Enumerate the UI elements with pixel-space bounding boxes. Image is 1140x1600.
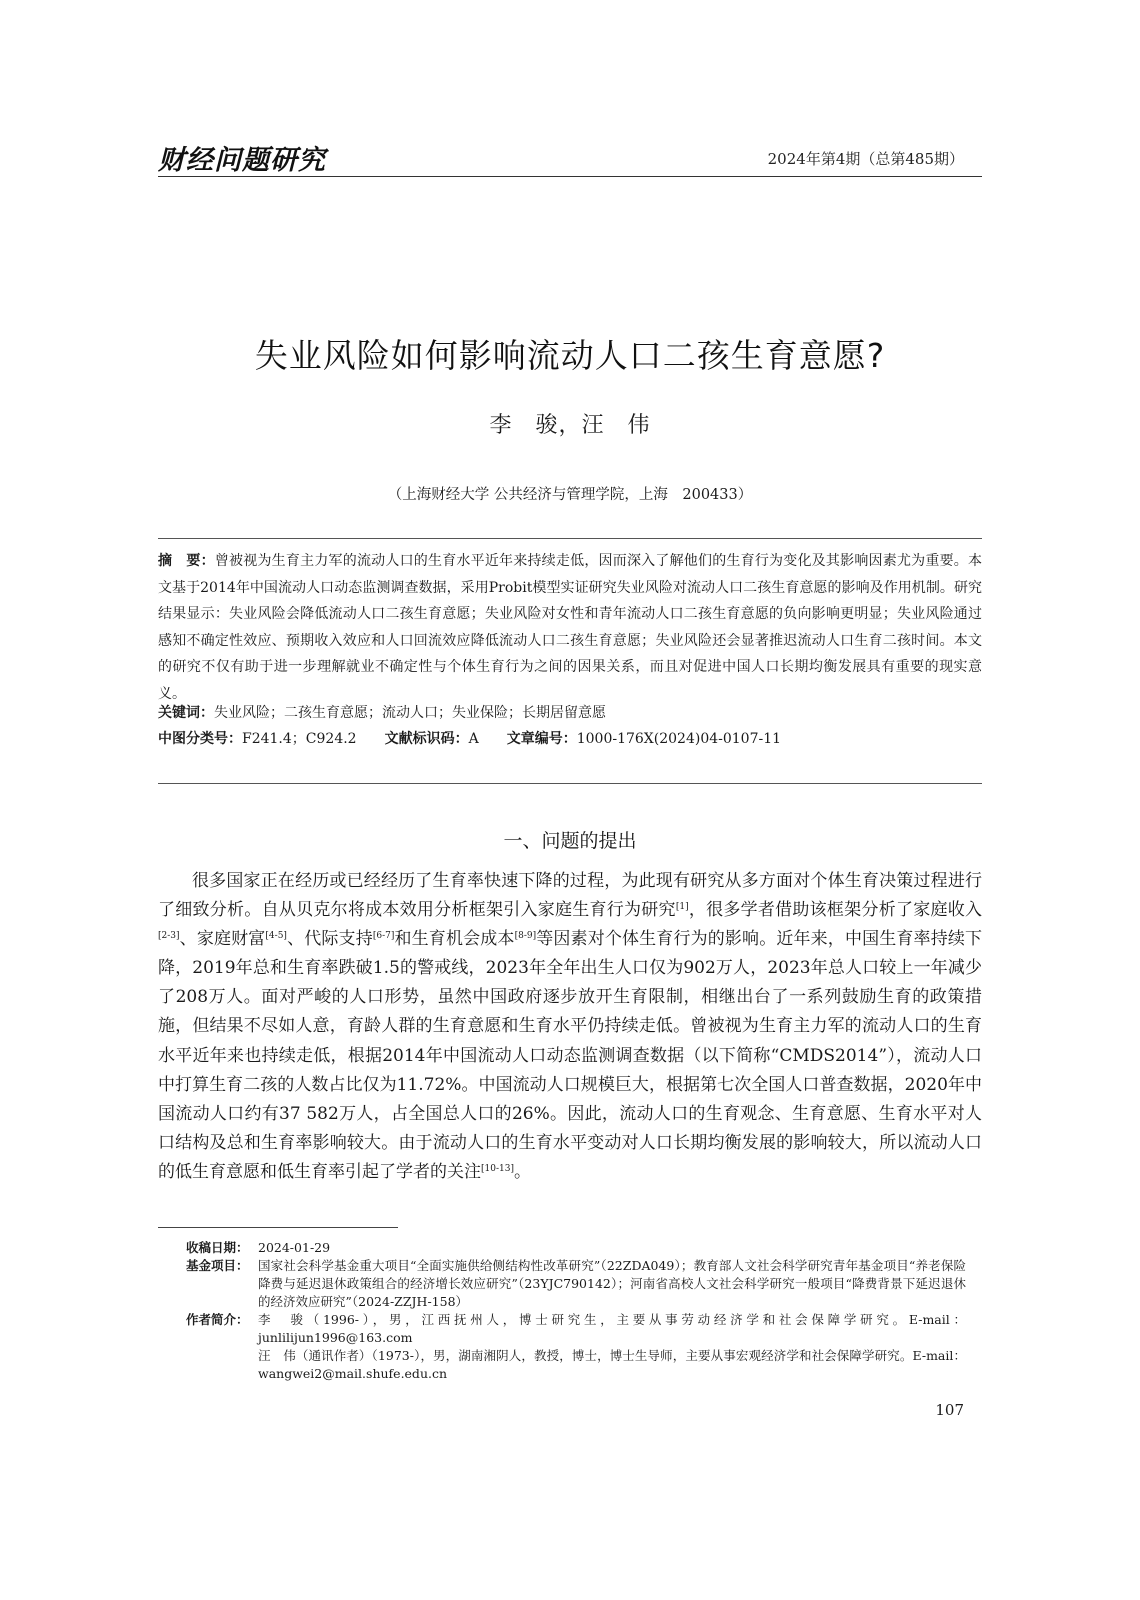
clc-label: 中图分类号： [158, 731, 242, 747]
body-text-segment: 、家庭财富 [179, 929, 266, 950]
author-bio [258, 1311, 966, 1383]
abstract-label: 摘 要： [158, 553, 215, 569]
classification-line [158, 728, 982, 750]
keywords [158, 702, 982, 724]
abstract-bottom-divider [158, 783, 982, 784]
article-number-value: 1000-176X(2024)04-0107-11 [576, 731, 782, 747]
abstract-text: 曾被视为生育主力军的流动人口的生育水平近年来持续走低，因而深入了解他们的生育行为变化及其影响因素尤为重要。本文基于2014年中国流动人口动态监测调查数据，采用Probit模型实证研究失业风险对流动人口二孩生育意愿的影响及作用机制。研究结果显示：失业风险会降低流动人口二孩生育意愿；失业风险对女性和青年流动人口二孩生育意愿的负向影响更明显；失业风险通过感知不确定性效应、预期收入效应和人口回流效应降低流动人口二孩生育意愿；失业风险还会显著推迟流动人口生育二孩时间。本文的研究不仅有助于进一步理解就业不确定性与个体生育行为之间的因果关系，而且对促进中国人口长期均衡发展具有重要的现实意义。 [158, 553, 982, 702]
author-bio-first: 李 骏（1996-），男，江西抚州人，博士研究生，主要从事劳动经济学和社会保障学研究。E-mail：junlilijun1996@163.com [258, 1312, 966, 1345]
issue-info: 2024年第4期（总第485期） [767, 150, 964, 168]
abstract-top-divider [158, 538, 982, 539]
received-date-row [186, 1239, 966, 1257]
citation: [4-5] [265, 931, 287, 942]
abstract [158, 548, 982, 707]
fund-label: 基金项目： [186, 1258, 249, 1273]
section-heading: 一、问题的提出 [503, 830, 637, 852]
keywords-label: 关键词： [158, 705, 214, 721]
footnote-divider [158, 1227, 398, 1228]
citation: [10-13] [481, 1163, 514, 1174]
body-text-segment: ，很多学者借助该框架分析了家庭收入 [688, 900, 983, 921]
fund-value: 国家社会科学基金重大项目“全面实施供给侧结构性改革研究”（22ZDA049）；教育部人文社会科学研究青年基金项目“养老保险降费与延迟退休政策组合的经济增长效应研究”（23YJC790142）；河南省高校人文社会科学研究一般项目“降费背景下延迟退休的经济效应研究”（2024-ZZJH-158） [258, 1258, 966, 1309]
journal-logo: 财经问题研究 [158, 145, 326, 176]
article-number-label: 文章编号： [506, 731, 577, 747]
author-affiliation: （上海财经大学 公共经济与管理学院，上海 200433） [387, 487, 753, 503]
page-number: 107 [935, 1401, 964, 1419]
header-divider [158, 176, 982, 177]
body-paragraph [158, 867, 982, 1187]
citation: [1] [675, 902, 689, 913]
author-list: 李 骏，汪 伟 [489, 413, 651, 438]
body-text-segment: 等因素对个体生育行为的影响。近年来，中国生育率持续下降，2019年总和生育率跌破1.5的警戒线，2023年全年出生人口仅为902万人，2023年总人口较上一年减少了208万人。面对严峻的人口形势，虽然中国政府逐步放开生育限制，相继出台了一系列鼓励生育的政策措施，但结果不尽如人意，育龄人群的生育意愿和生育水平仍持续走低。曾被视为生育主力军的流动人口的生育水平近年来也持续走低，根据2014年中国流动人口动态监测调查数据（以下简称“CMDS2014”），流动人口中打算生育二孩的人数占比仅为11.72%。中国流动人口规模巨大，根据第七次全国人口普查数据，2020年中国流动人口约有37 582万人，占全国总人口的26%。因此，流动人口的生育观念、生育意愿、生育水平对人口结构及总和生育率影响较大。由于流动人口的生育水平变动对人口长期均衡发展的影响较大，所以流动人口的低生育意愿和低生育率引起了学者的关注 [158, 929, 983, 1182]
citation: [6-7] [372, 931, 395, 942]
clc-value: F241.4；C924.2 [242, 731, 357, 747]
received-date-value: 2024-01-29 [258, 1240, 331, 1255]
citation: [2-3] [158, 931, 180, 942]
author-bio-label: 作者简介： [186, 1312, 249, 1327]
body-text-segment: 和生育机会成本 [394, 929, 515, 950]
author-bio-second: 汪 伟（通讯作者）（1973-），男，湖南湘阴人，教授，博士，博士生导师，主要从事宏观经济学和社会保障学研究。E-mail：wangwei2@mail.shufe.edu.cn [258, 1348, 966, 1381]
footnotes [186, 1239, 966, 1383]
doc-code-label: 文献标识码： [384, 731, 469, 747]
keywords-text: 失业风险；二孩生育意愿；流动人口；失业保险；长期居留意愿 [214, 705, 606, 721]
citation: [8-9] [514, 931, 537, 942]
fund-row [186, 1257, 966, 1311]
doc-code-value: A [468, 731, 479, 747]
body-text-segment: 。 [513, 1161, 531, 1182]
author-bio-row [186, 1311, 966, 1383]
article-title: 失业风险如何影响流动人口二孩生育意愿? [254, 336, 886, 375]
received-date-label: 收稿日期： [186, 1240, 249, 1255]
body-text-segment: 、代际支持 [286, 929, 373, 950]
body-text-segment: 很多国家正在经历或已经经历了生育率快速下降的过程，为此现有研究从多方面对个体生育决策过程进行了细致分析。自从贝克尔将成本效用分析框架引入家庭生育行为研究 [158, 871, 982, 921]
